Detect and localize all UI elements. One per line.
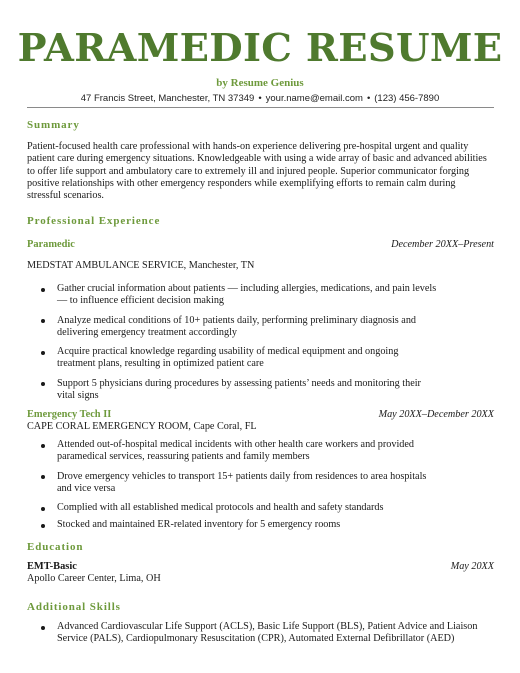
- phone-number: (123) 456-7890: [374, 93, 440, 104]
- list-item: [27, 439, 494, 464]
- job-title-emergency-tech: Emergency Tech II: [27, 409, 112, 420]
- education-school: Apollo Career Center, Lima, OH: [27, 573, 161, 584]
- list-item: [27, 519, 494, 531]
- bullet-text: treatment plans, resulting in optimized patient care: [57, 358, 264, 370]
- summary-line: patient care during emergency situations. Knowledgeable with using a wide array of basic and advanced abilities: [27, 153, 487, 165]
- skills-text: Advanced Cardiovascular Life Support (ACLS), Basic Life Support (BLS), Patient Advice and Liaison: [57, 621, 478, 632]
- list-item: [27, 346, 494, 371]
- list-item: [27, 502, 494, 514]
- education-degree: EMT-Basic: [27, 561, 77, 572]
- bullet-text: Analyze medical conditions of 10+ patients daily, performing preliminary diagnosis and: [57, 314, 417, 326]
- job-dates: May 20XX–December 20XX: [378, 409, 494, 420]
- list-item: [27, 315, 494, 340]
- section-title-experience: Professional Experience: [27, 215, 161, 227]
- section-title-education: Education: [27, 541, 84, 553]
- address: 47 Francis Street, Manchester, TN 37349: [80, 93, 255, 104]
- bullet-icon: [41, 626, 45, 630]
- bullet-text: Complied with all established medical protocols and health and safety standards: [57, 502, 384, 514]
- list-item: [27, 471, 494, 496]
- bullet-icon: [41, 382, 45, 386]
- summary-line: to offer life support and ambulatory care to extremely ill and injured people. Superior communicator forging: [27, 165, 470, 177]
- list-item: [27, 378, 494, 403]
- summary-line: positive relationships with other emergency responders while exemplifying efforts to remain calm during: [27, 177, 456, 189]
- bullet-icon: [41, 475, 45, 479]
- job-bullets: [27, 283, 494, 402]
- bullet-text: Support 5 physicians during procedures by assessing patients’ needs and monitoring their: [57, 377, 421, 389]
- education-date: May 20XX: [450, 561, 494, 572]
- summary-line: Patient-focused health care professional with hands-on experience delivering pre-hospital urgent and quality: [27, 141, 469, 152]
- bullet-text: Acquire practical knowledge regarding usability of medical equipment and ongoing: [57, 346, 399, 358]
- section-title-summary: Summary: [27, 119, 80, 131]
- bullet-text: Drove emergency vehicles to transport 15+ patients daily from residences to area hospitals: [57, 470, 427, 482]
- job-bullets: [27, 439, 494, 532]
- summary-text: [27, 141, 494, 202]
- bullet-icon: [41, 444, 45, 448]
- resume-title: PARAMEDIC RESUME: [17, 26, 503, 71]
- bullet-text: delivering emergency treatment accordingly: [57, 326, 237, 338]
- section-title-skills: Additional Skills: [27, 601, 121, 613]
- job-dates: December 20XX–Present: [391, 239, 494, 250]
- email-link[interactable]: your.name@email.com: [265, 93, 363, 104]
- bullet-icon: [41, 524, 45, 528]
- skills-text: Service (PALS), Cardiopulmonary Resuscitation (CPR), Automated External Defibrillator (AED): [57, 633, 455, 645]
- bullet-text: paramedical services, reassuring patients and family members: [57, 451, 310, 463]
- bullet-icon: [41, 288, 45, 292]
- skills-list: [27, 621, 494, 646]
- byline: by Resume Genius: [216, 77, 304, 89]
- bullet-text: vital signs: [57, 390, 99, 402]
- summary-line: stressful scenarios.: [27, 190, 104, 202]
- bullet-icon: [41, 351, 45, 355]
- separator-dot: •: [366, 93, 371, 104]
- bullet-icon: [41, 507, 45, 511]
- bullet-text: and vice versa: [57, 482, 116, 494]
- contact-line: [0, 93, 520, 105]
- list-item: [27, 621, 494, 646]
- bullet-text: Gather crucial information about patients — including allergies, medications, and pain levels: [57, 283, 437, 294]
- header-divider: [27, 107, 494, 108]
- separator-dot: •: [258, 93, 262, 104]
- job-company: CAPE CORAL EMERGENCY ROOM, Cape Coral, FL: [27, 421, 257, 432]
- bullet-text: Stocked and maintained ER-related inventory for 5 emergency rooms: [57, 519, 341, 531]
- bullet-icon: [41, 319, 45, 323]
- bullet-text: Attended out-of-hospital medical incidents with other health care workers and provided: [57, 439, 415, 450]
- bullet-text: — to influence efficient decision making: [57, 295, 225, 307]
- list-item: [27, 283, 494, 308]
- job-title-paramedic: Paramedic: [27, 239, 75, 250]
- job-company: MEDSTAT AMBULANCE SERVICE, Manchester, TN: [27, 260, 255, 271]
